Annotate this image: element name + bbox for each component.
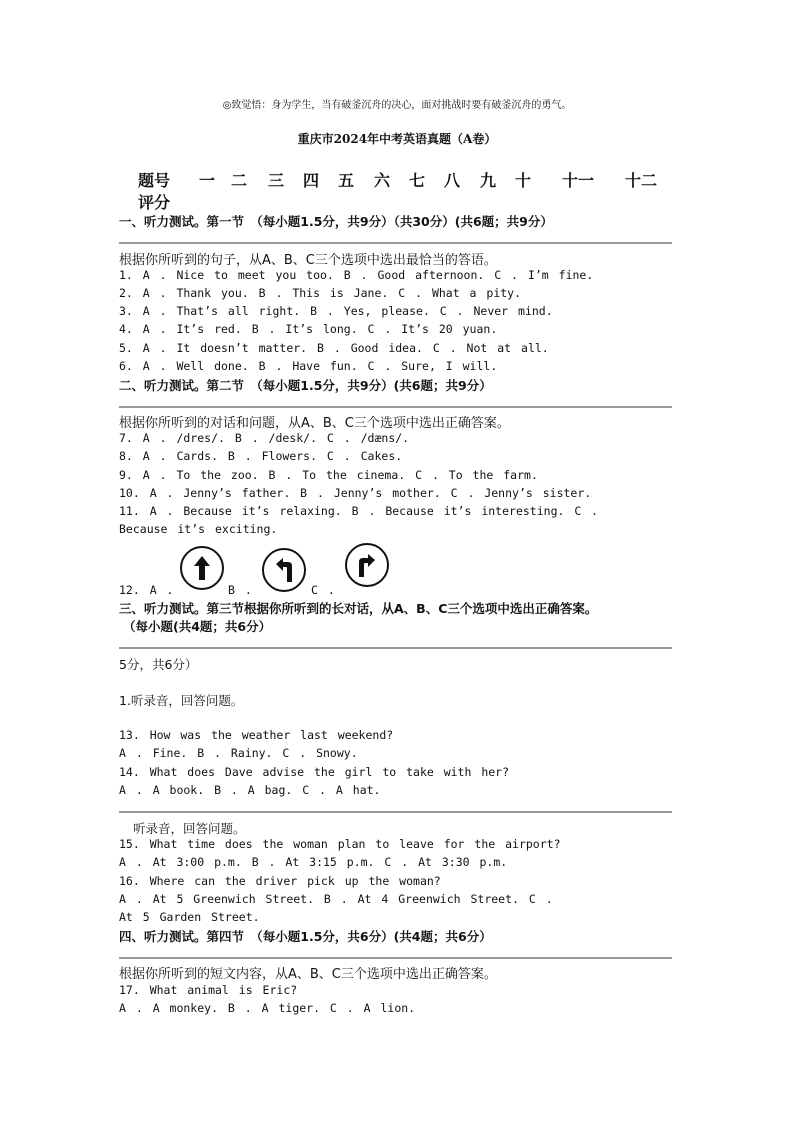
question-item: At 5 Garden Street. bbox=[119, 910, 260, 924]
option-c-label: C . bbox=[311, 583, 335, 597]
question-item-12: 12. A . bbox=[119, 583, 174, 597]
divider bbox=[119, 406, 672, 408]
page-title: 重庆市2024年中考英语真题（A卷） bbox=[297, 132, 497, 146]
section3-heading: 三、听力测试。第三节根据你所听到的长对话，从A、B、C三个选项中选出正确答案。 bbox=[119, 601, 598, 616]
arrow-up-icon bbox=[180, 546, 224, 590]
score-col: 六 bbox=[374, 171, 391, 190]
score-col: 十 bbox=[515, 171, 532, 190]
divider bbox=[119, 647, 672, 649]
question-item: 10. A . Jenny’s father. B . Jenny’s mother. C . Jenny’s sister. bbox=[119, 486, 592, 500]
question-item: A . At 3:00 p.m. B . At 3:15 p.m. C . At 3:30 p.m. bbox=[119, 855, 508, 869]
question-item: 8. A . Cards. B . Flowers. C . Cakes. bbox=[119, 449, 403, 463]
question-item: 11. A . Because it’s relaxing. B . Because it’s interesting. C . bbox=[119, 504, 599, 518]
question-item: 3. A . That’s all right. B . Yes, please. C . Never mind. bbox=[119, 304, 553, 318]
question-item: 15. What time does the woman plan to leave for the airport? bbox=[119, 837, 561, 851]
score-col: 七 bbox=[409, 171, 426, 190]
score-col: 二 bbox=[231, 171, 248, 190]
turn-left-icon bbox=[262, 548, 306, 592]
score-label: 评分 bbox=[138, 193, 171, 212]
divider bbox=[119, 957, 672, 959]
group-title: 1.听录音，回答问题。 bbox=[119, 693, 244, 708]
section2-heading: 二、听力测试。第二节 （每小题1.5分，共9分）(共6题；共9分） bbox=[119, 378, 492, 393]
section3-note: 5分，共6分） bbox=[119, 657, 198, 672]
section4-instruction: 根据你所听到的短文内容，从A、B、C三个选项中选出正确答案。 bbox=[119, 967, 497, 982]
section2-instruction: 根据你所听到的对话和问题，从A、B、C三个选项中选出正确答案。 bbox=[119, 416, 510, 431]
group-title: 听录音，回答问题。 bbox=[133, 821, 246, 836]
question-item: 6. A . Well done. B . Have fun. C . Sure, I will. bbox=[119, 359, 498, 373]
question-item: A . A monkey. B . A tiger. C . A lion. bbox=[119, 1001, 416, 1015]
divider bbox=[119, 242, 672, 244]
score-table-label: 题号 bbox=[138, 171, 171, 190]
question-item: 16. Where can the driver pick up the woman? bbox=[119, 874, 441, 888]
turn-right-icon bbox=[345, 543, 389, 587]
score-col: 八 bbox=[444, 171, 461, 190]
score-col: 五 bbox=[338, 171, 355, 190]
score-col: 九 bbox=[480, 171, 497, 190]
question-item: 4. A . It’s red. B . It’s long. C . It’s 20 yuan. bbox=[119, 322, 498, 336]
score-table-header bbox=[138, 168, 668, 190]
score-col: 四 bbox=[303, 171, 320, 190]
question-item: 1. A . Nice to meet you too. B . Good afternoon. C . I’m fine. bbox=[119, 268, 594, 282]
question-item: 9. A . To the zoo. B . To the cinema. C . To the farm. bbox=[119, 468, 538, 482]
question-item: 5. A . It doesn’t matter. B . Good idea. C . Not at all. bbox=[119, 341, 549, 355]
option-b-label: B . bbox=[228, 583, 252, 597]
question-item: A . Fine. B . Rainy. C . Snowy. bbox=[119, 746, 358, 760]
divider bbox=[119, 811, 672, 813]
section4-heading: 四、听力测试。第四节 （每小题1.5分，共6分）(共4题；共6分） bbox=[119, 929, 492, 944]
motto: ◎致觉悟：身为学生，当有破釜沉舟的决心，面对挑战时要有破釜沉舟的勇气。 bbox=[222, 100, 572, 111]
question-item: 17. What animal is Eric? bbox=[119, 983, 298, 997]
question-item: 2. A . Thank you. B . This is Jane. C . What a pity. bbox=[119, 286, 522, 300]
score-col: 三 bbox=[268, 171, 285, 190]
question-item: 7. A . /dres/. B . /desk/. C . /dæns/. bbox=[119, 431, 410, 445]
score-col: 十一 bbox=[562, 171, 595, 190]
score-col: 一 bbox=[199, 171, 216, 190]
question-item: 14. What does Dave advise the girl to take with her? bbox=[119, 765, 510, 779]
question-item: A . A book. B . A bag. C . A hat. bbox=[119, 783, 381, 797]
score-col: 十二 bbox=[625, 171, 658, 190]
question-item: 13. How was the weather last weekend? bbox=[119, 728, 394, 742]
section3-heading-cont: （每小题(共4题；共6分） bbox=[123, 619, 272, 634]
section1-instruction: 根据你所听到的句子，从A、B、C三个选项中选出最恰当的答语。 bbox=[119, 253, 497, 268]
section1-heading: 一、听力测试。第一节 （每小题1.5分，共9分）（共30分）(共6题；共9分） bbox=[119, 214, 553, 229]
question-item: Because it’s exciting. bbox=[119, 522, 278, 536]
question-item: A . At 5 Greenwich Street. B . At 4 Greenwich Street. C . bbox=[119, 892, 553, 906]
